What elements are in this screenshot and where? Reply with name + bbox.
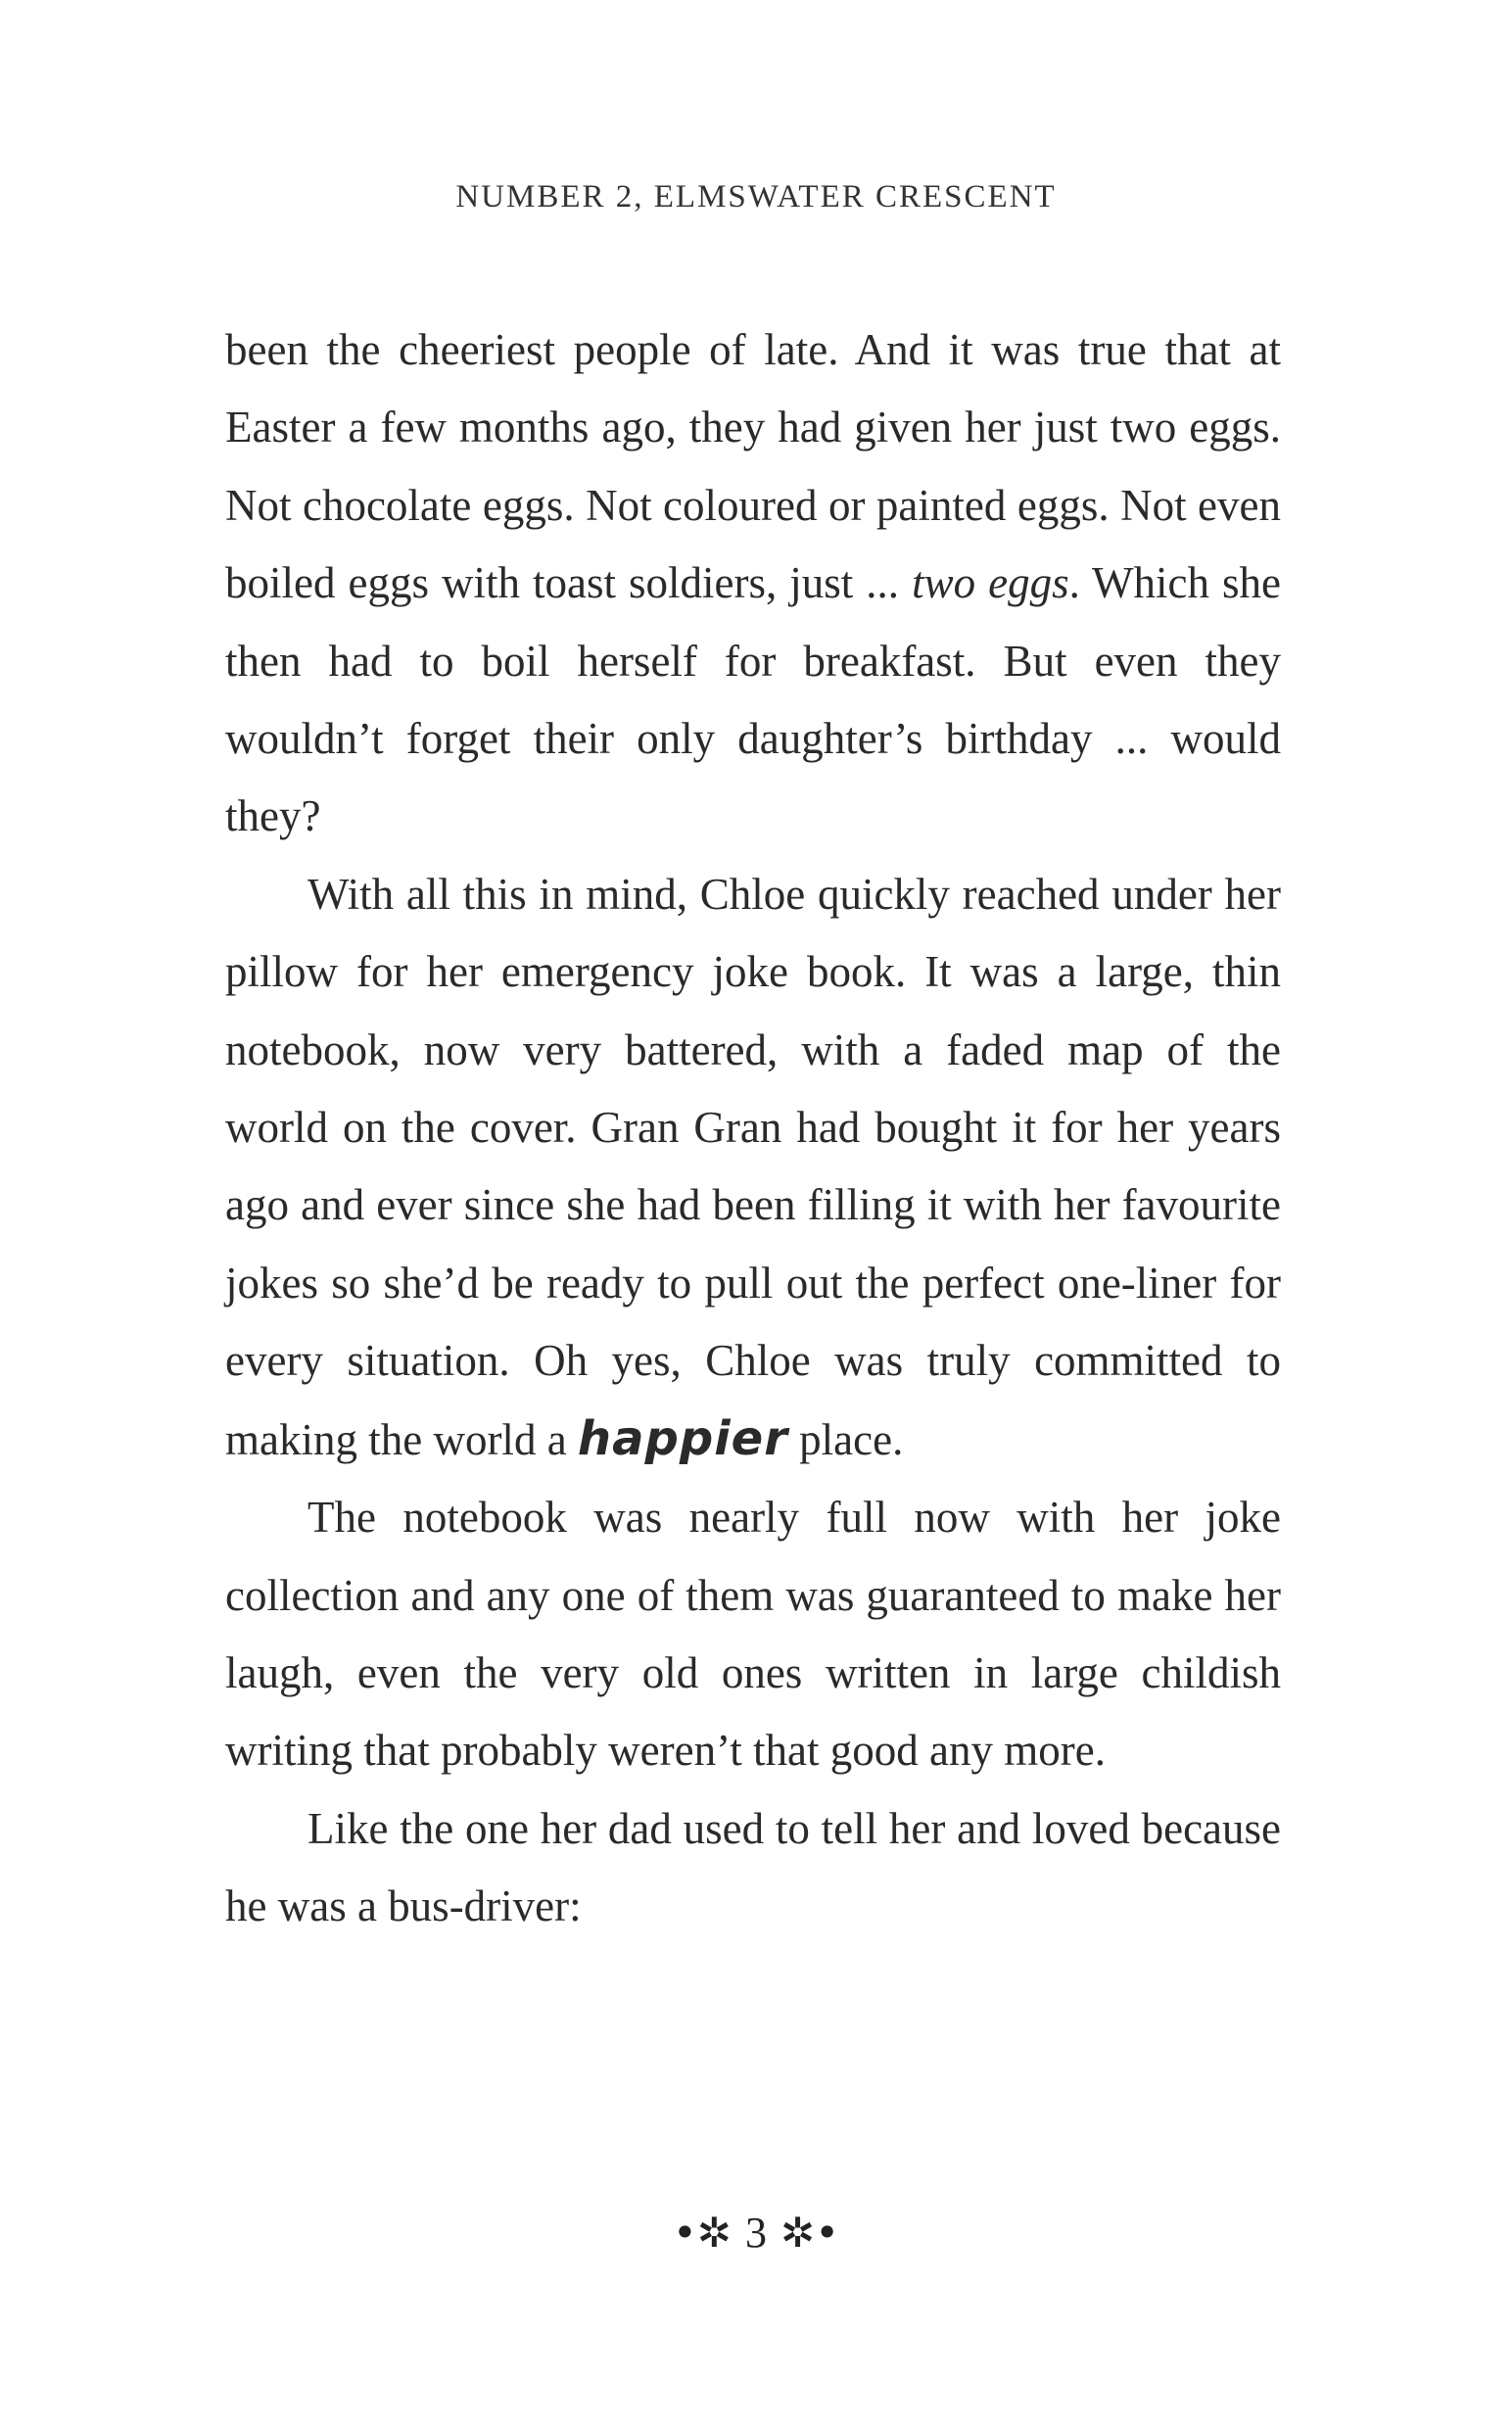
paragraph-3: The notebook was nearly full now with her joke collection and any one of them was guaranteed to make her laugh, even the very old ones written in large childish writing that probably weren’t that good any more. [225,1493,1281,1776]
happier-script-word: happier [577,1410,788,1466]
ornament-left-icon: •✲ [673,2209,732,2257]
paragraph-2-text-a: With all this in mind, Chloe quickly reached under her pillow for her emergency joke book. It was a large, thin notebook, now very battered, with a faded map of the world on the cover. Gran Gran had bought it for her years ago and ever since she had been filling it with her favourite jokes so she’d be ready to pull out the perfect one-liner for every situation. Oh yes, Chloe was truly committed to making the world a [225,869,1281,1464]
ornament-right-icon: ✲• [780,2209,839,2257]
page-number: 3 [745,2209,767,2257]
running-head: NUMBER 2, ELMSWATER CRESCENT [455,179,1057,214]
paragraph-1-text-a: been the cheeriest people of late. And it was true that at Easter a few months ago, they had given her just two eggs. Not chocolate eggs. Not coloured or painted eggs. Not even boiled eggs with toast soldiers, just ... [225,325,1281,608]
paragraph-2-text-b: place. [787,1414,904,1464]
body-text [225,311,1281,1946]
paragraph-1-text-b: . Which she then had to boil herself for breakfast. But even they wouldn’t forget their only daughter’s birthday ... would they? [225,558,1281,841]
paragraph-1-italic: two eggs [912,558,1069,608]
paragraph-1 [225,311,1281,856]
paragraph-4: Like the one her dad used to tell her and loved because he was a bus-driver: [225,1803,1281,1931]
page-folio [0,2208,1512,2258]
paragraph-2 [225,856,1281,1479]
